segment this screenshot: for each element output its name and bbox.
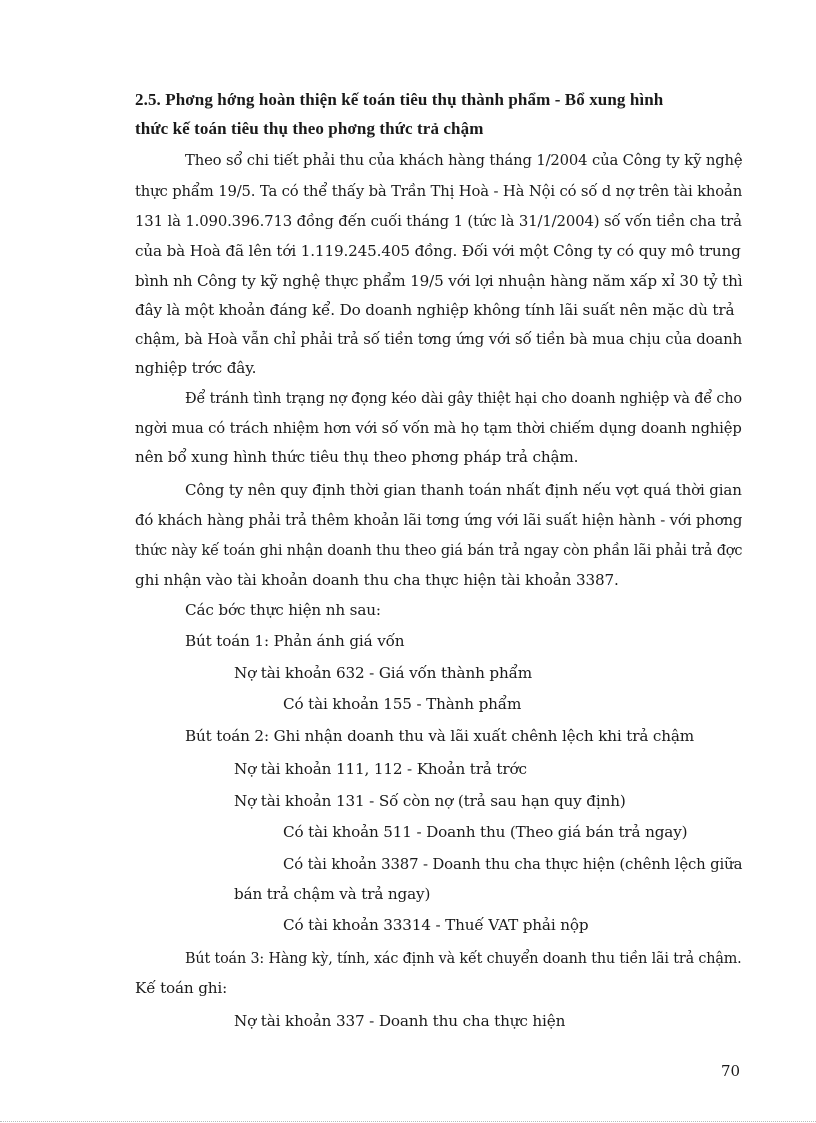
paragraph-line: chậm, bà Hoà vẫn chỉ phải trả số tiền tơng ứng với số tiền bà mua chịu của doanh [135, 330, 743, 348]
section-heading-line-1: 2.5. Phơng hớng hoàn thiện kế toán tiêu thụ thành phẩm - Bổ xung hình [135, 90, 664, 109]
paragraph-line: đây là một khoản đáng kể. Do doanh nghiệp không tính lãi suất nên mặc dù trả [135, 301, 735, 319]
paragraph-line: đó khách hàng phải trả thêm khoản lãi tơng ứng với lãi suất hiện hành - với phơng [135, 511, 743, 529]
entry-heading: Bút toán 2: Ghi nhận doanh thu và lãi xuất chênh lệch khi trả chậm [185, 727, 695, 745]
entry-heading: Bút toán 3: Hàng kỳ, tính, xác định và kết chuyển doanh thu tiền lãi trả chậm. [185, 949, 742, 967]
paragraph-line: Công ty nên quy định thời gian thanh toán nhất định nếu vợt quá thời gian [185, 481, 742, 499]
paragraph-line: nghiệp trớc đây. [135, 359, 257, 377]
credit-entry: Có tài khoản 3387 - Doanh thu cha thực hiện (chênh lệch giữa [283, 855, 743, 873]
debit-entry: Nợ tài khoản 111, 112 - Khoản trả trớc [234, 760, 527, 778]
steps-intro: Các bớc thực hiện nh sau: [185, 601, 381, 619]
debit-entry: Nợ tài khoản 632 - Giá vốn thành phẩm [234, 664, 533, 682]
paragraph-line: bình nh Công ty kỹ nghệ thực phẩm 19/5 với lợi nhuận hàng năm xấp xỉ 30 tỷ thì [135, 272, 743, 290]
paragraph-line: Để tránh tình trạng nợ đọng kéo dài gây thiệt hại cho doanh nghiệp và để cho [185, 389, 742, 407]
entry-heading-continued: Kế toán ghi: [135, 979, 228, 997]
paragraph-line: ghi nhận vào tài khoản doanh thu cha thực hiện tài khoản 3387. [135, 571, 619, 589]
paragraph-line: Theo sổ chi tiết phải thu của khách hàng tháng 1/2004 của Công ty kỹ nghệ [185, 151, 743, 169]
section-heading-line-2: thức kế toán tiêu thụ theo phơng thức trả chậm [135, 119, 484, 138]
entry-heading: Bút toán 1: Phản ánh giá vốn [185, 632, 405, 650]
paragraph-line: thực phẩm 19/5. Ta có thể thấy bà Trần Thị Hoà - Hà Nội có số d nợ trên tài khoản [135, 182, 743, 200]
debit-entry: Nợ tài khoản 337 - Doanh thu cha thực hiện [234, 1012, 566, 1030]
paragraph-line: nên bổ xung hình thức tiêu thụ theo phơng pháp trả chậm. [135, 448, 579, 466]
credit-entry: Có tài khoản 511 - Doanh thu (Theo giá bán trả ngay) [283, 823, 688, 841]
credit-entry-continued: bán trả chậm và trả ngay) [234, 885, 431, 903]
paragraph-line: của bà Hoà đã lên tới 1.119.245.405 đồng. Đối với một Công ty có quy mô trung [135, 242, 741, 260]
page-bottom-divider [0, 1121, 816, 1122]
paragraph-line: thức này kế toán ghi nhận doanh thu theo giá bán trả ngay còn phần lãi phải trả đợc [135, 541, 743, 559]
credit-entry: Có tài khoản 155 - Thành phẩm [283, 695, 522, 713]
paragraph-line: ngời mua có trách nhiệm hơn với số vốn mà họ tạm thời chiếm dụng doanh nghiệp [135, 419, 742, 437]
paragraph-line: 131 là 1.090.396.713 đồng đến cuối tháng 1 (tức là 31/1/2004) số vốn tiền cha trả [135, 212, 742, 230]
debit-entry: Nợ tài khoản 131 - Số còn nợ (trả sau hạn quy định) [234, 792, 626, 810]
credit-entry: Có tài khoản 33314 - Thuế VAT phải nộp [283, 916, 589, 934]
page-number: 70 [721, 1062, 741, 1080]
